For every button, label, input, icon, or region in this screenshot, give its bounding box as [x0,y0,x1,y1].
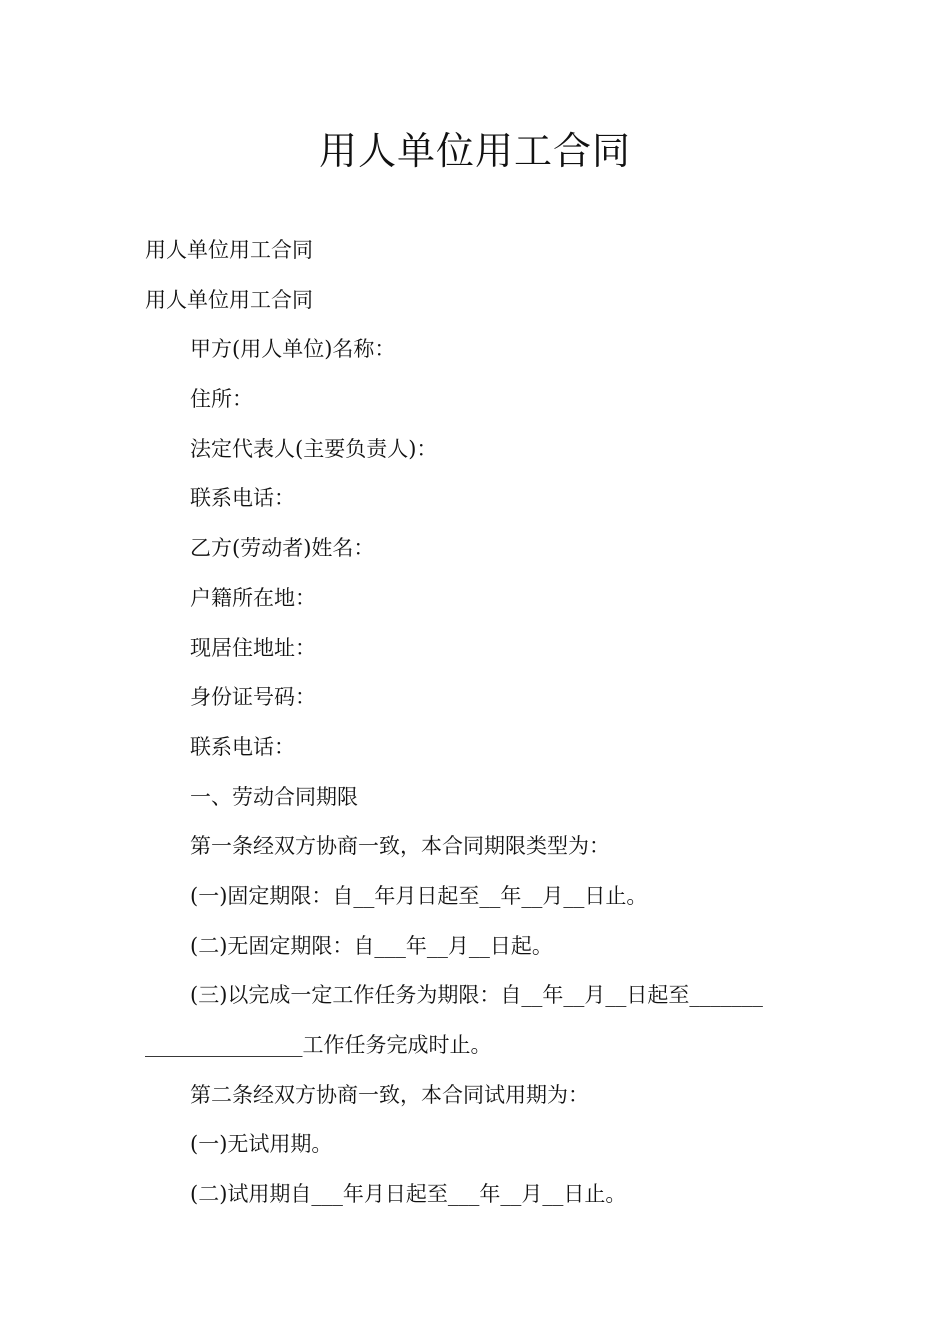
party-b-phone-field: 联系电话： [190,734,295,759]
id-number-field: 身份证号码： [190,685,316,710]
subtitle-line: 用人单位用工合同 [145,287,313,312]
party-b-name-field: 乙方(劳动者)姓名： [190,536,375,561]
party-a-phone-field: 联系电话： [190,486,295,511]
term-option-task-based: (三)以完成一定工作任务为期限：自__年__月__日起至_______ [190,983,763,1008]
current-address-field: 现居住地址： [190,635,316,660]
probation-option-none: (一)无试用期。 [190,1132,333,1157]
article-two: 第二条经双方协商一致，本合同试用期为： [190,1082,589,1107]
term-option-task-based-continued: _______________工作任务完成时止。 [145,1033,492,1057]
document-title: 用人单位用工合同 [318,129,631,173]
probation-option-period: (二)试用期自___年月日起至___年__月__日止。 [190,1182,627,1207]
legal-representative-field: 法定代表人(主要负责人)： [190,436,438,461]
term-option-fixed: (一)固定期限：自__年月日起至__年__月__日止。 [190,883,648,908]
party-a-name-field: 甲方(用人单位)名称： [190,337,396,362]
document-body [145,226,810,1220]
term-option-open-ended: (二)无固定期限：自___年__月__日起。 [190,933,553,958]
article-one: 第一条经双方协商一致，本合同期限类型为： [190,834,610,859]
subtitle-line: 用人单位用工合同 [145,238,313,262]
party-a-address-field: 住所： [190,387,253,412]
section-heading: 一、劳动合同期限 [190,784,358,809]
household-registration-field: 户籍所在地： [190,585,316,610]
